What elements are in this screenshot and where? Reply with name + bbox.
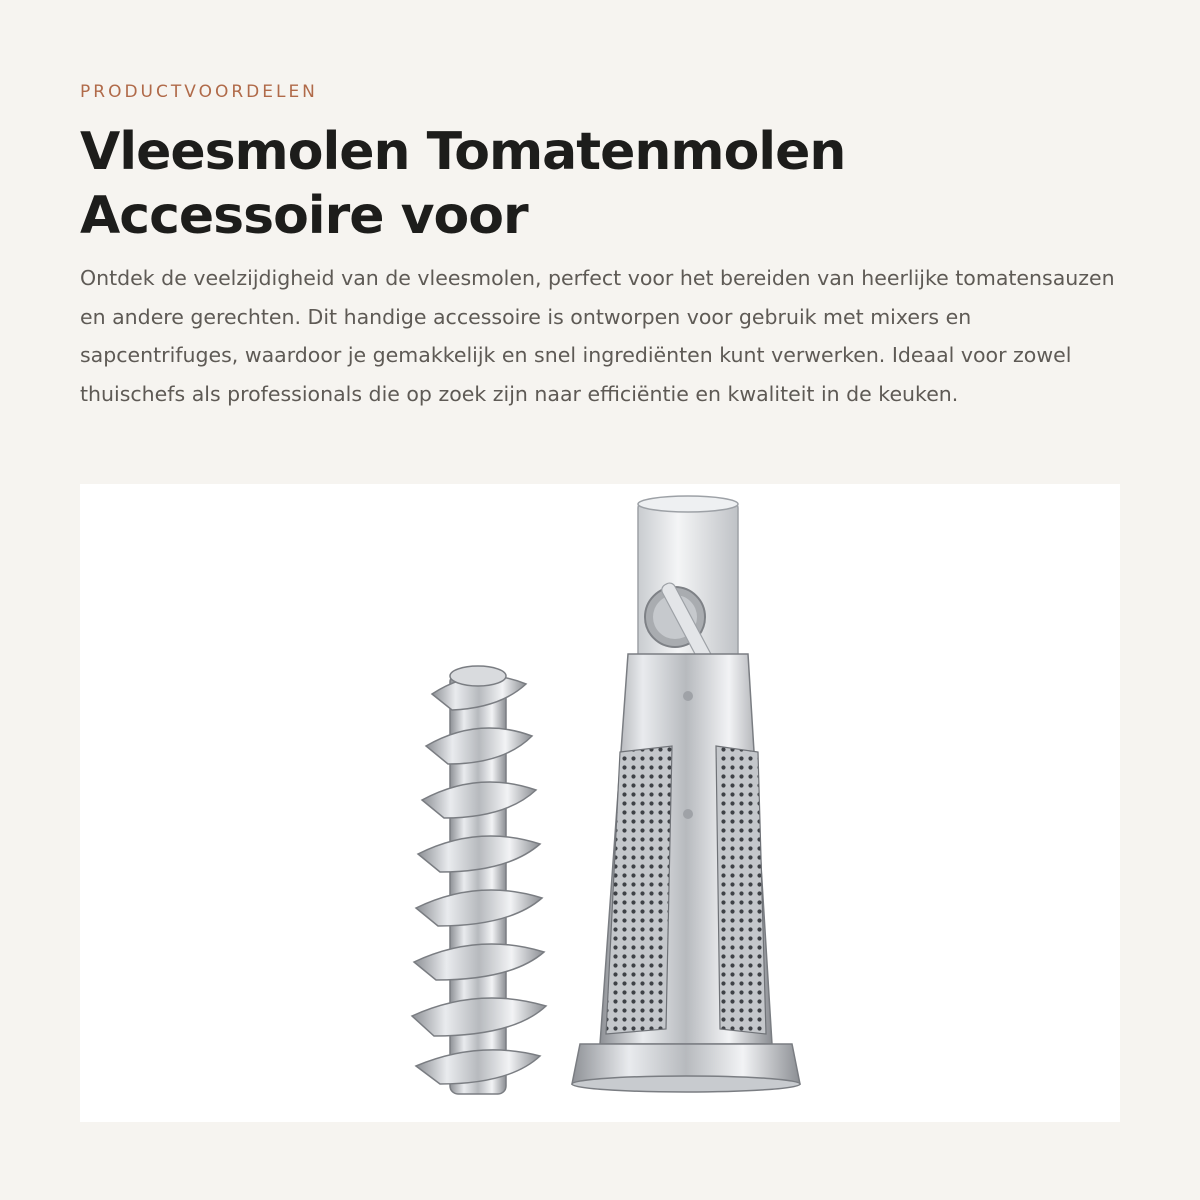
title-line-1: Vleesmolen Tomatenmolen [80,122,846,182]
product-illustration [80,484,1120,1122]
page-title [80,120,1120,248]
product-description: Ontdek de veelzijdigheid van de vleesmolen, perfect voor het bereiden van heerlijke tomatensauzen en andere gerechten. Dit handige accessoire is ontworpen voor gebruik met mixers en sapcentrifuges, waardoor je gemakkelijk en snel ingrediënten kunt verwerken. Ideaal voor zowel thuischefs als professionals die op zoek zijn naar efficiëntie en kwaliteit in de keuken. [80,266,1115,406]
sieve-cone [572,654,800,1092]
eyebrow-label: PRODUCTVOORDELEN [80,82,318,102]
inlet-tube [638,496,738,672]
title-line-2: Accessoire voor [80,186,528,246]
auger-screw [412,666,546,1094]
product-photo [80,484,1120,1122]
